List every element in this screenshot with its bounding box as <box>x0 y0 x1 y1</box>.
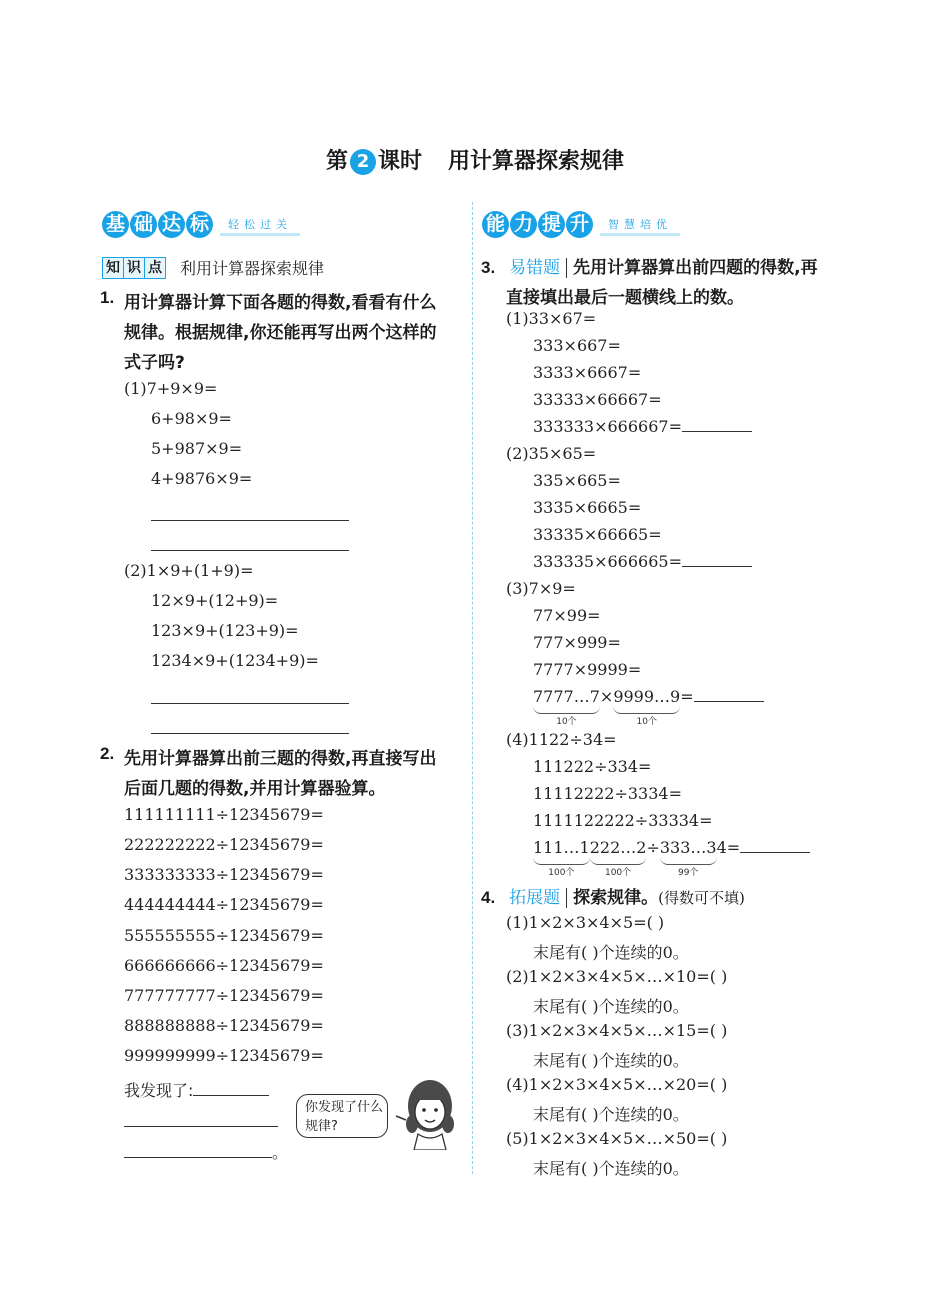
q1-expression: (1)7+9×9= <box>124 379 218 398</box>
q3-expression: 33333×66667= <box>533 390 662 409</box>
q3-text-line: 直接填出最后一题横线上的数。 <box>506 288 744 308</box>
braced-number <box>659 838 717 878</box>
q4-tail: 末尾有( )个连续的0。 <box>533 997 689 1016</box>
q1-text-line: 用计算器计算下面各题的得数,看看有什么 <box>124 293 437 313</box>
q3-expression: 111222÷334= <box>533 757 652 776</box>
discovery-prompt <box>124 1078 269 1101</box>
q4-text: 探索规律。 <box>573 888 659 908</box>
brace-number: 333…3 <box>659 838 717 857</box>
girl-illustration <box>392 1072 468 1150</box>
q2-expression: 222222222÷12345679= <box>124 835 324 854</box>
answer-blank[interactable] <box>694 687 764 702</box>
q4-tail: 末尾有( )个连续的0。 <box>533 1105 689 1124</box>
period: 。 <box>272 1143 289 1162</box>
tag-char: 升 <box>566 211 593 238</box>
q3-expression: 3333×6667= <box>533 363 642 382</box>
q2-expression: 777777777÷12345679= <box>124 986 324 1005</box>
q2-expression: 333333333÷12345679= <box>124 865 324 884</box>
q3-expression: (3)7×9= <box>506 579 576 598</box>
q4-expression: (3)1×2×3×4×5×…×15=( ) <box>506 1021 728 1040</box>
answer-blank[interactable] <box>124 1143 272 1158</box>
tag-char: 达 <box>158 211 185 238</box>
answer-blank[interactable] <box>740 838 810 853</box>
q3-expression-last <box>533 417 752 436</box>
tag-char: 提 <box>538 211 565 238</box>
brace-mark <box>590 856 647 865</box>
q1-expression: 4+9876×9= <box>151 469 253 488</box>
q4-tail: 末尾有( )个连续的0。 <box>533 1051 689 1070</box>
q3-tag: 易错题 <box>509 258 567 278</box>
brace-mark <box>660 856 717 865</box>
q4-tail: 末尾有( )个连续的0。 <box>533 1159 689 1178</box>
q3-expression: (4)1122÷34= <box>506 730 617 749</box>
brace-mark <box>533 705 600 714</box>
answer-line[interactable] <box>124 1126 278 1127</box>
q3-expression: 333333×666667= <box>533 417 682 436</box>
q4-expression: (5)1×2×3×4×5×…×50=( ) <box>506 1129 728 1148</box>
q2-expression: 999999999÷12345679= <box>124 1046 324 1065</box>
braced-number <box>533 838 590 878</box>
title-prefix: 第 <box>325 149 348 174</box>
answer-blank[interactable] <box>193 1081 269 1096</box>
q4-number: 4. <box>481 888 496 907</box>
braced-number <box>533 687 600 727</box>
q2-expression: 888888888÷12345679= <box>124 1016 324 1035</box>
brace-count-label: 99个 <box>677 868 699 878</box>
q4-tail: 末尾有( )个连续的0。 <box>533 943 689 962</box>
tag-char: 基 <box>102 211 129 238</box>
operator: ÷ <box>646 838 660 857</box>
q2-expression: 444444444÷12345679= <box>124 895 324 914</box>
q1-text-line: 规律。根据规律,你还能再写出两个这样的 <box>124 323 437 343</box>
q3-expression-braced <box>533 687 764 727</box>
q2-expression: 111111111÷12345679= <box>124 805 324 824</box>
answer-line[interactable] <box>151 733 349 734</box>
discovery-label: 我发现了: <box>124 1081 194 1100</box>
brace-count-label: 10个 <box>636 717 657 727</box>
speech-bubble: 你发现了什么规律? <box>296 1094 388 1138</box>
section-subtitle: 智慧培优 <box>600 216 680 236</box>
brace-number: 7777…7 <box>533 687 600 706</box>
knowledge-point-badge <box>102 257 166 279</box>
q3-expression: 7777×9999= <box>533 660 642 679</box>
brace-count-label: 100个 <box>604 868 632 878</box>
knowledge-point-text: 利用计算器探索规律 <box>180 259 325 278</box>
answer-blank[interactable] <box>682 552 752 567</box>
tag-char: 础 <box>130 211 157 238</box>
operator: = <box>726 838 741 857</box>
title-suffix: 课时 <box>377 149 422 174</box>
q3-expression: 33335×66665= <box>533 525 662 544</box>
page-title <box>0 144 950 175</box>
operator: = <box>680 687 694 706</box>
q2-text-line: 先用计算器算出前三题的得数,再直接写出 <box>124 749 437 769</box>
tag-char: 标 <box>186 211 213 238</box>
q3-expression: (1)33×67= <box>506 309 597 328</box>
answer-line[interactable] <box>151 703 349 704</box>
knowledge-point <box>102 256 324 279</box>
q3-header <box>481 253 818 278</box>
q3-expression: 777×999= <box>533 633 621 652</box>
tag-char: 力 <box>510 211 537 238</box>
q1-expression: 1234×9+(1234+9)= <box>151 651 319 670</box>
q3-text-line: 先用计算器算出前四题的得数,再 <box>573 258 818 278</box>
braced-number <box>613 687 681 727</box>
q3-expression: 11112222÷3334= <box>533 784 682 803</box>
answer-blank[interactable] <box>682 417 752 432</box>
section-subtitle: 轻松过关 <box>220 216 300 236</box>
q2-number: 2. <box>100 744 115 763</box>
q4-note: (得数可不填) <box>658 889 745 907</box>
q4-tag: 拓展题 <box>509 888 567 908</box>
digit: 4 <box>716 838 727 857</box>
q4-header <box>481 883 745 908</box>
section-tag-advanced <box>482 211 680 238</box>
q3-expression: 333×667= <box>533 336 621 355</box>
column-divider <box>472 202 473 1174</box>
q4-expression: (4)1×2×3×4×5×…×20=( ) <box>506 1075 728 1094</box>
q3-expression: (2)35×65= <box>506 444 597 463</box>
q1-expression: (2)1×9+(1+9)= <box>124 561 254 580</box>
q3-expression: 77×99= <box>533 606 601 625</box>
q1-expression: 123×9+(123+9)= <box>151 621 299 640</box>
q3-expression: 1111122222÷33334= <box>533 811 713 830</box>
lesson-number-badge: 2 <box>350 149 376 175</box>
q3-expression: 335×665= <box>533 471 621 490</box>
q1-expression: 6+98×9= <box>151 409 232 428</box>
q3-expression: 3335×6665= <box>533 498 642 517</box>
brace-count-label: 10个 <box>556 717 577 727</box>
q2-expression: 555555555÷12345679= <box>124 926 324 945</box>
q3-expression-braced <box>533 838 810 878</box>
q1-text-line: 式子吗? <box>124 353 185 373</box>
q3-expression: 333335×666665= <box>533 552 682 571</box>
brace-count-label: 100个 <box>548 868 575 878</box>
answer-line[interactable] <box>151 550 349 551</box>
q2-expression: 666666666÷12345679= <box>124 956 324 975</box>
kp-char: 点 <box>145 258 165 278</box>
brace-number: 9999…9 <box>613 687 681 706</box>
q4-expression: (2)1×2×3×4×5×…×10=( ) <box>506 967 728 986</box>
q4-expression: (1)1×2×3×4×5=( ) <box>506 913 665 932</box>
q3-number: 3. <box>481 258 496 277</box>
brace-mark <box>533 856 590 865</box>
brace-number: 111…1 <box>533 838 590 857</box>
q3-expression-last <box>533 552 752 571</box>
answer-line[interactable] <box>151 520 349 521</box>
section-tag-basic <box>102 211 300 238</box>
operator: × <box>599 687 614 706</box>
brace-mark <box>613 705 680 714</box>
q1-expression: 12×9+(12+9)= <box>151 591 279 610</box>
braced-number <box>589 838 647 878</box>
q2-text-line: 后面几题的得数,并用计算器验算。 <box>124 779 386 799</box>
kp-char: 识 <box>124 258 145 278</box>
q1-number: 1. <box>100 288 115 307</box>
title-main: 用计算器探索规律 <box>448 149 625 174</box>
q1-expression: 5+987×9= <box>151 439 243 458</box>
tag-char: 能 <box>482 211 509 238</box>
brace-number: 222…2 <box>589 838 647 857</box>
discovery-end-line <box>124 1140 288 1163</box>
kp-char: 知 <box>103 258 124 278</box>
